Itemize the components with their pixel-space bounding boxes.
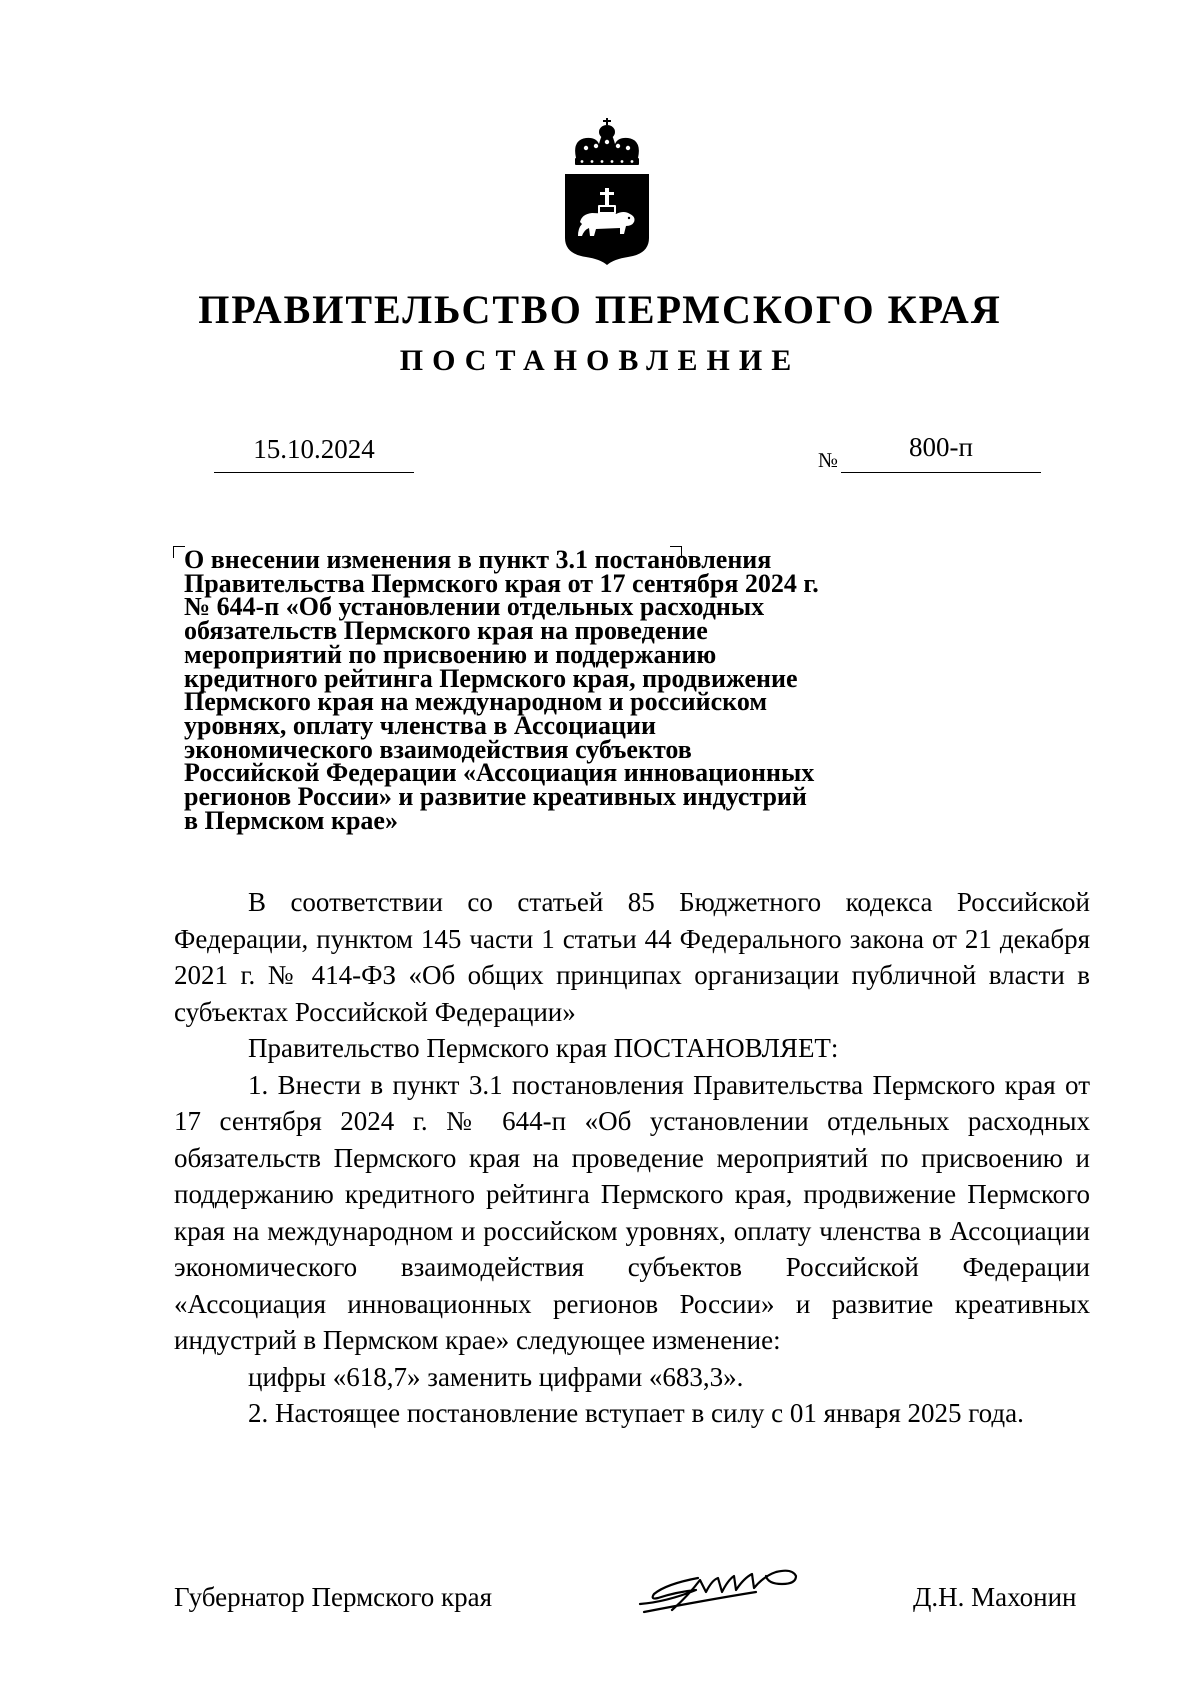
document-number: 800-п <box>841 432 1041 473</box>
subject-line: уровнях, оплату членства в Ассоциации <box>184 710 656 740</box>
signatory-name: Д.Н. Махонин <box>913 1582 1077 1612</box>
subject-line: кредитного рейтинга Пермского края, продвижение <box>184 663 798 693</box>
subject-line: Российской Федерации «Ассоциация инновационных <box>184 758 815 788</box>
body-paragraph-item-1: 1. Внести в пункт 3.1 постановления Правительства Пермского края от 17 сентября 2024 г. № 644-п «Об установлении отдельных расходных обязательств Пермского края на проведение мероприятий по присвоению и поддержанию кредитного рейтинга Пермского края, продвижение Пермского края на международном и российском уровнях, оплату членства в Ассоциации экономического взаимодействия субъектов Российской Федерации «Ассоциация инновационных регионов России» и развитие креативных индустрий в Пермском крае» следующее изменение: <box>174 1069 1090 1355</box>
subject-line: Пермского края на международном и российском <box>184 687 768 717</box>
subject-line: регионов России» и развитие креативных индустрий <box>184 782 807 812</box>
body-paragraph-resolves: Правительство Пермского края ПОСТАНОВЛЯЕТ: <box>248 1033 839 1063</box>
signatory-position: Губернатор Пермского края <box>174 1582 493 1612</box>
subject-line: экономического взаимодействия субъектов <box>184 734 692 764</box>
number-sign: № <box>818 448 839 472</box>
document-type: ПОСТАНОВЛЕНИЕ <box>399 344 801 377</box>
organization-title: ПРАВИТЕЛЬСТВО ПЕРМСКОГО КРАЯ <box>198 287 1002 332</box>
subject-line: Правительства Пермского края от 17 сентября 2024 г. <box>184 568 819 598</box>
subject-line: мероприятий по присвоению и поддержанию <box>184 639 717 669</box>
subject-line: О внесении изменения в пункт 3.1 постановления <box>184 545 772 574</box>
subject-line: в Пермском крае» <box>184 805 398 835</box>
body-paragraph-change: цифры «618,7» заменить цифрами «683,3». <box>248 1361 744 1392</box>
body-paragraph-legal-basis: В соответствии со статьей 85 Бюджетного кодекса Российской Федерации, пунктом 145 части 1 статьи 44 Федерального закона от 21 декабря 2021 г. № 414-ФЗ «Об общих принципах организации публичной власти в субъектах Российской Федерации» <box>174 887 1090 1027</box>
document-subject <box>184 545 904 835</box>
document-date: 15.10.2024 <box>214 434 414 473</box>
subject-line: обязательств Пермского края на проведение <box>184 616 708 646</box>
coat-of-arms-icon <box>562 118 652 268</box>
document-body <box>174 884 1090 1432</box>
subject-line: № 644-п «Об установлении отдельных расходных <box>184 592 765 622</box>
body-paragraph-item-2: 2. Настоящее постановление вступает в силу с 01 января 2025 года. <box>248 1398 1024 1428</box>
handwritten-signature <box>636 1562 806 1622</box>
